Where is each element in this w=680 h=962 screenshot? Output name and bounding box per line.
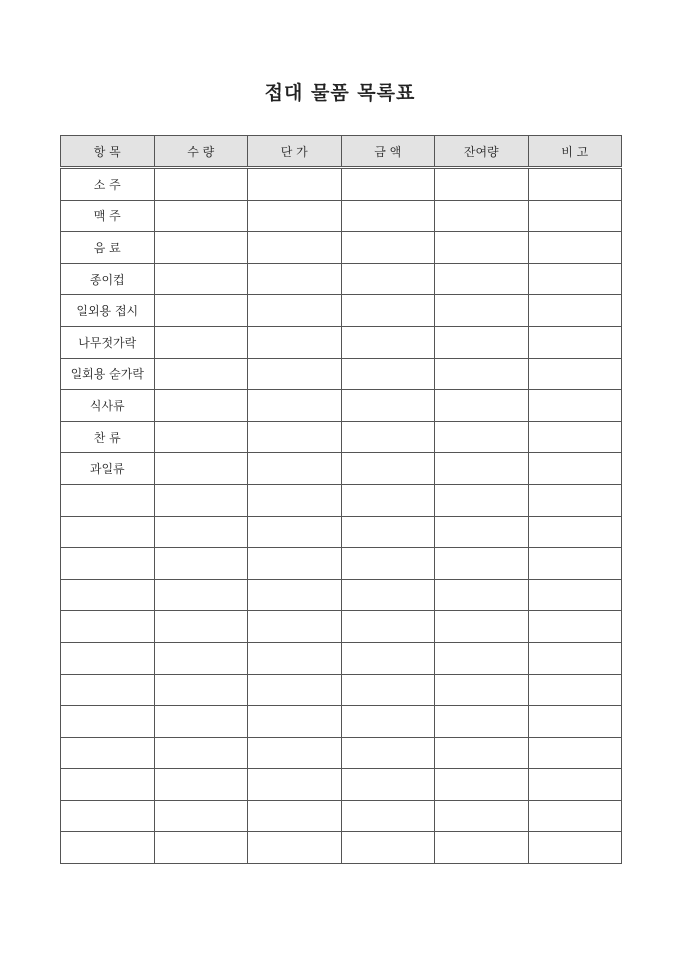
remaining-cell xyxy=(435,232,529,264)
quantity-cell xyxy=(154,579,248,611)
table-row xyxy=(61,390,622,422)
amount-cell xyxy=(341,200,435,232)
remarks-cell xyxy=(528,421,622,453)
remarks-cell xyxy=(528,548,622,580)
remarks-cell xyxy=(528,168,622,201)
item-cell: 찬 류 xyxy=(61,421,155,453)
table-row xyxy=(61,358,622,390)
remarks-cell xyxy=(528,800,622,832)
remaining-cell xyxy=(435,200,529,232)
amount-cell xyxy=(341,358,435,390)
remaining-cell xyxy=(435,706,529,738)
quantity-cell xyxy=(154,263,248,295)
remarks-cell xyxy=(528,358,622,390)
quantity-cell xyxy=(154,516,248,548)
quantity-cell xyxy=(154,326,248,358)
header-unit-price: 단 가 xyxy=(248,136,342,168)
item-cell: 음 료 xyxy=(61,232,155,264)
remarks-cell xyxy=(528,484,622,516)
quantity-cell xyxy=(154,232,248,264)
remaining-cell xyxy=(435,421,529,453)
unit-price-cell xyxy=(248,232,342,264)
item-cell xyxy=(61,737,155,769)
table-row xyxy=(61,453,622,485)
table-row xyxy=(61,484,622,516)
header-quantity: 수 량 xyxy=(154,136,248,168)
table-row xyxy=(61,706,622,738)
amount-cell xyxy=(341,579,435,611)
table-row xyxy=(61,516,622,548)
item-cell: 일회용 숟가락 xyxy=(61,358,155,390)
item-cell xyxy=(61,800,155,832)
amount-cell xyxy=(341,263,435,295)
remaining-cell xyxy=(435,295,529,327)
remaining-cell xyxy=(435,358,529,390)
remarks-cell xyxy=(528,516,622,548)
quantity-cell xyxy=(154,453,248,485)
amount-cell xyxy=(341,769,435,801)
amount-cell xyxy=(341,611,435,643)
table-row xyxy=(61,832,622,864)
unit-price-cell xyxy=(248,516,342,548)
remarks-cell xyxy=(528,706,622,738)
item-cell: 맥 주 xyxy=(61,200,155,232)
item-cell xyxy=(61,548,155,580)
page-title: 접대 물품 목록표 xyxy=(264,82,416,104)
remarks-cell xyxy=(528,674,622,706)
table-row xyxy=(61,737,622,769)
quantity-cell xyxy=(154,611,248,643)
header-remarks: 비 고 xyxy=(528,136,622,168)
remarks-cell xyxy=(528,326,622,358)
unit-price-cell xyxy=(248,611,342,643)
remaining-cell xyxy=(435,516,529,548)
amount-cell xyxy=(341,421,435,453)
quantity-cell xyxy=(154,674,248,706)
table-row xyxy=(61,421,622,453)
unit-price-cell xyxy=(248,390,342,422)
item-cell xyxy=(61,516,155,548)
quantity-cell xyxy=(154,484,248,516)
quantity-cell xyxy=(154,421,248,453)
item-cell: 일외용 접시 xyxy=(61,295,155,327)
item-cell xyxy=(61,706,155,738)
amount-cell xyxy=(341,548,435,580)
table-row xyxy=(61,263,622,295)
quantity-cell xyxy=(154,295,248,327)
table-row xyxy=(61,200,622,232)
remarks-cell xyxy=(528,390,622,422)
remaining-cell xyxy=(435,674,529,706)
amount-cell xyxy=(341,232,435,264)
amount-cell xyxy=(341,706,435,738)
unit-price-cell xyxy=(248,706,342,738)
unit-price-cell xyxy=(248,737,342,769)
table-row xyxy=(61,611,622,643)
remaining-cell xyxy=(435,832,529,864)
remaining-cell xyxy=(435,769,529,801)
amount-cell xyxy=(341,326,435,358)
unit-price-cell xyxy=(248,295,342,327)
quantity-cell xyxy=(154,200,248,232)
table-row xyxy=(61,548,622,580)
item-cell xyxy=(61,642,155,674)
unit-price-cell xyxy=(248,579,342,611)
item-cell xyxy=(61,674,155,706)
remarks-cell xyxy=(528,579,622,611)
remarks-cell xyxy=(528,611,622,643)
header-remaining: 잔여량 xyxy=(435,136,529,168)
unit-price-cell xyxy=(248,800,342,832)
quantity-cell xyxy=(154,642,248,674)
table-row xyxy=(61,769,622,801)
table-row xyxy=(61,674,622,706)
remarks-cell xyxy=(528,453,622,485)
remaining-cell xyxy=(435,800,529,832)
quantity-cell xyxy=(154,737,248,769)
item-cell: 식사류 xyxy=(61,390,155,422)
unit-price-cell xyxy=(248,674,342,706)
remaining-cell xyxy=(435,326,529,358)
remaining-cell xyxy=(435,263,529,295)
unit-price-cell xyxy=(248,642,342,674)
header-amount: 금 액 xyxy=(341,136,435,168)
amount-cell xyxy=(341,737,435,769)
unit-price-cell xyxy=(248,484,342,516)
quantity-cell xyxy=(154,390,248,422)
remarks-cell xyxy=(528,263,622,295)
table-row xyxy=(61,295,622,327)
item-cell xyxy=(61,769,155,801)
item-cell: 종이컵 xyxy=(61,263,155,295)
item-cell: 소 주 xyxy=(61,168,155,201)
unit-price-cell xyxy=(248,832,342,864)
table-row xyxy=(61,168,622,201)
quantity-cell xyxy=(154,358,248,390)
item-list-table xyxy=(60,135,622,864)
remaining-cell xyxy=(435,484,529,516)
quantity-cell xyxy=(154,706,248,738)
remaining-cell xyxy=(435,611,529,643)
remarks-cell xyxy=(528,642,622,674)
item-cell xyxy=(61,832,155,864)
amount-cell xyxy=(341,674,435,706)
table-row xyxy=(61,326,622,358)
unit-price-cell xyxy=(248,263,342,295)
item-cell xyxy=(61,484,155,516)
quantity-cell xyxy=(154,769,248,801)
unit-price-cell xyxy=(248,168,342,201)
remaining-cell xyxy=(435,579,529,611)
amount-cell xyxy=(341,800,435,832)
remarks-cell xyxy=(528,232,622,264)
amount-cell xyxy=(341,832,435,864)
item-cell xyxy=(61,579,155,611)
amount-cell xyxy=(341,390,435,422)
remarks-cell xyxy=(528,832,622,864)
remaining-cell xyxy=(435,548,529,580)
table-row xyxy=(61,232,622,264)
header-row xyxy=(61,136,622,168)
table-row xyxy=(61,579,622,611)
table-row xyxy=(61,642,622,674)
unit-price-cell xyxy=(248,769,342,801)
remaining-cell xyxy=(435,168,529,201)
header-item: 항 목 xyxy=(61,136,155,168)
amount-cell xyxy=(341,168,435,201)
remaining-cell xyxy=(435,453,529,485)
item-cell xyxy=(61,611,155,643)
unit-price-cell xyxy=(248,358,342,390)
quantity-cell xyxy=(154,548,248,580)
quantity-cell xyxy=(154,800,248,832)
amount-cell xyxy=(341,453,435,485)
amount-cell xyxy=(341,516,435,548)
unit-price-cell xyxy=(248,453,342,485)
unit-price-cell xyxy=(248,326,342,358)
remarks-cell xyxy=(528,295,622,327)
unit-price-cell xyxy=(248,200,342,232)
remarks-cell xyxy=(528,737,622,769)
quantity-cell xyxy=(154,832,248,864)
remaining-cell xyxy=(435,737,529,769)
quantity-cell xyxy=(154,168,248,201)
amount-cell xyxy=(341,642,435,674)
amount-cell xyxy=(341,484,435,516)
remaining-cell xyxy=(435,390,529,422)
unit-price-cell xyxy=(248,548,342,580)
item-cell: 과일류 xyxy=(61,453,155,485)
table-row xyxy=(61,800,622,832)
remarks-cell xyxy=(528,200,622,232)
remarks-cell xyxy=(528,769,622,801)
remaining-cell xyxy=(435,642,529,674)
item-cell: 나무젓가락 xyxy=(61,326,155,358)
amount-cell xyxy=(341,295,435,327)
unit-price-cell xyxy=(248,421,342,453)
